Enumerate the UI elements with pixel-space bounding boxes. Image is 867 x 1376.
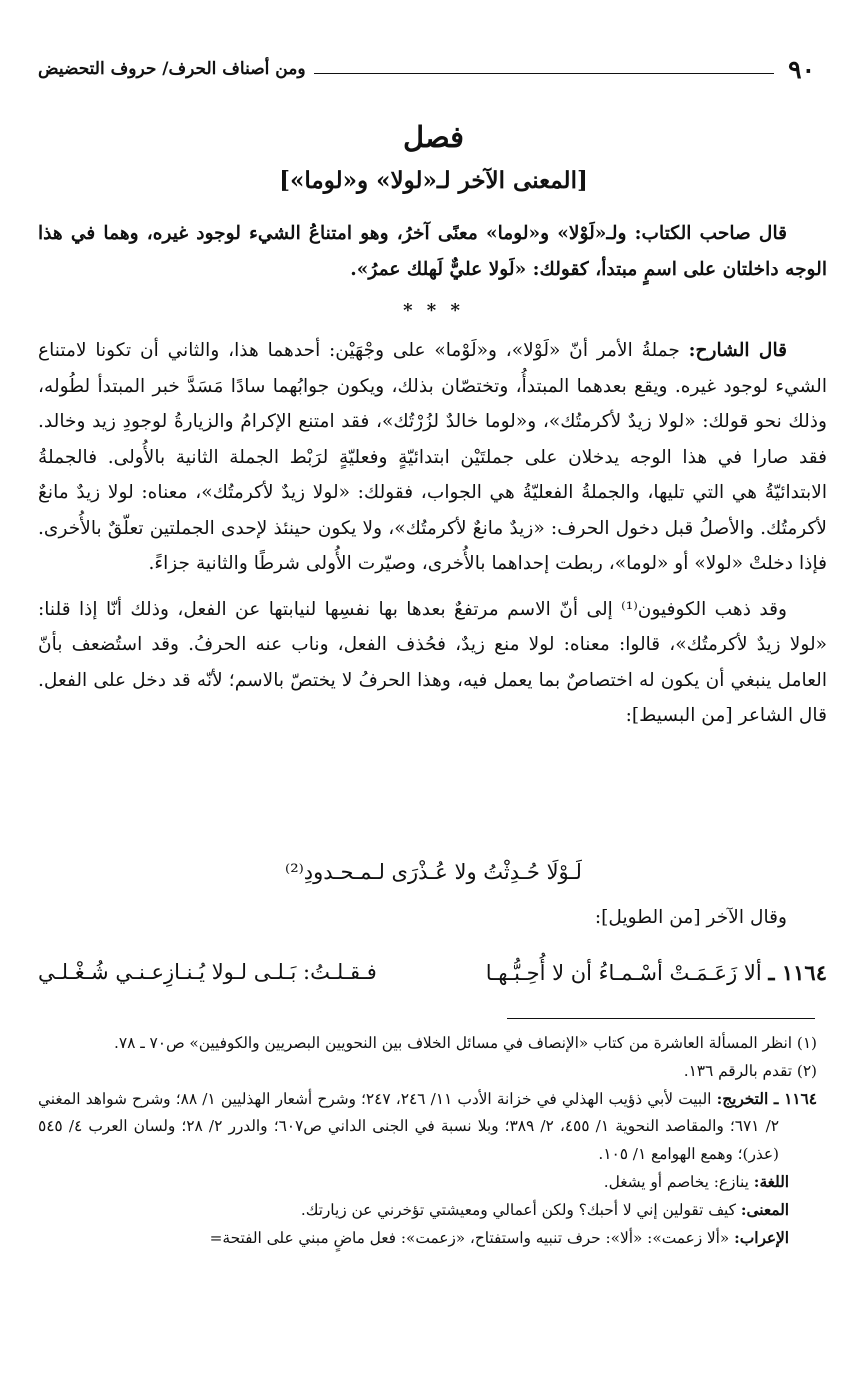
second-hemistich: فـقـلـتُ: بَـلـى لـولا يُـنـازِعـنـي شُـغْـلـي bbox=[38, 960, 377, 984]
page-number: ٩٠ bbox=[788, 54, 815, 84]
sharh-paragraph-1-text: جملةُ الأمر أنّ «لَوْلا»، و«لَوْما» على وجْهَيْن: أحدهما هذا، والثاني أن تكونا لامتناع الشيء لوجود غيره. ويقع بعدهما المبتدأُ، وتختصّان بذلك، ويكون جوابُهما سادًا مَسَدَّ خبر المبتدأ لطُوله، وذلك نحو قولك: «لولا زيدٌ لأكرمتُك»، و«لوما خالدٌ لزُرْتُك»، فقد امتنع الإكرامُ والزيارةُ لوجودِ زيد وخالد. فقد صارا في هذا الوجه يدخلان على جملتَيْن ابتدائيّةٍ وفعليّةٍ لرَبْط الجملة الثانية بالأُولى. فالجملةُ الابتدائيّةُ هي التي تليها، والجملةُ الفعليّةُ هي الجواب، فقولك: «لولا زيدٌ لأكرمتُك»، معناه: لولا زيدٌ مانعٌ لأكرمتُك. والأصلُ قبل دخول الحرف: «زيدٌ مانعٌ لأكرمتُك»، ولا يكون حينئذ لإحدى الجملتين تعلّقٌ بالأُخرى. فإذا دخلتْ «لولا» أو «لوما»، ربطت إحداهما بالأُخرى، وصيّرت الأُولى شرطًا والثانية جزاءً. bbox=[38, 340, 827, 574]
mana-text: كيف تقولين إني لا أحبك؟ ولكن أعمالي ومعيشتي تؤخرني عن زيارتك. bbox=[300, 1200, 736, 1219]
sharh-lead: قال الشارح: bbox=[688, 340, 787, 361]
irab-note bbox=[38, 1225, 817, 1253]
footnote-1 bbox=[38, 1030, 817, 1058]
verse-quotation: لَـوْلَا حُـدِثْتُ ولا عُـذْرَى لـمـحـدودِ⁽²⁾ bbox=[285, 860, 582, 884]
footnote-1-text: انظر المسألة العاشرة من كتاب «الإنصاف في مسائل الخلاف بين النحويين البصريين والكوفيين» ص٧٠ ـ ٧٨. bbox=[114, 1034, 792, 1052]
mana-label: المعنى: bbox=[740, 1200, 789, 1219]
mana-note bbox=[38, 1197, 817, 1225]
first-hemistich-text: ألا زَعَـمَـتْ أسْـمـاءُ أن لا أُحِـبُّـهـا bbox=[485, 960, 762, 985]
verse-intro: وقال الآخر [من الطويل]: bbox=[594, 907, 787, 928]
matn-text: قال صاحب الكتاب: ولـ«لَوْلا» و«لوما» معنًى آخرُ، وهو امتناعُ الشيء لوجود غيره، وهما في هذا الوجه داخلتان على اسمٍ مبتدأ، كقولك: «لَولا عليٌّ لَهلك عمرُ». bbox=[38, 223, 827, 280]
footnote-2-label: (٢) bbox=[796, 1061, 817, 1080]
footnote-divider bbox=[507, 1018, 815, 1019]
running-header bbox=[38, 52, 815, 86]
running-title: ومن أصناف الحرف/ حروف التحضيض bbox=[38, 59, 306, 79]
lugha-label: اللغة: bbox=[753, 1172, 789, 1191]
irab-text: «ألا زعمت»: «ألا»: حرف تنبيه واستفتاح، «زعمت»: فعل ماضٍ مبني على الفتحة= bbox=[209, 1228, 730, 1247]
footnote-2 bbox=[38, 1058, 817, 1086]
takhrij-label: ١١٦٤ ـ التخريج: bbox=[716, 1089, 817, 1108]
irab-label: الإعراب: bbox=[734, 1228, 789, 1247]
footnote-1-label: (١) bbox=[796, 1034, 817, 1052]
lugha-note bbox=[38, 1169, 817, 1197]
lugha-text: ينازع: يخاصم أو يشغل. bbox=[603, 1172, 749, 1191]
footnote-2-text: تقدم بالرقم ١٣٦. bbox=[683, 1061, 792, 1080]
section-label: فصل bbox=[403, 120, 464, 154]
header-rule bbox=[314, 73, 775, 74]
poem-line bbox=[38, 952, 827, 992]
takhrij-note bbox=[38, 1086, 817, 1169]
section-subtitle: [المعنى الآخر لـ«لولا» و«لوما»] bbox=[279, 167, 588, 194]
footnotes bbox=[38, 1030, 817, 1252]
matn-block bbox=[38, 216, 827, 287]
sharh-paragraph-1 bbox=[38, 333, 827, 582]
section-separator: * * * bbox=[403, 300, 464, 321]
sharh-paragraph-2: وقد ذهب الكوفيون⁽¹⁾ إلى أنّ الاسم مرتفعٌ بعدها بها نفسِها لنيابتها عن الفعل، وذلك أنّا إذا قلنا: «لولا زيدٌ لأكرمتُك»، قالوا: معناه: لولا منع زيدٌ، فحُذف الفعل، وناب عنه الحرفُ. وقد استُضعف بأنّ العامل ينبغي أن يكون له اختصاصٌ بما يعمل فيه، وهذا الحرفُ لا يختصّ بالاسم؛ لأنّه قد دخل على الفعل. قال الشاعر [من البسيط]: bbox=[38, 598, 828, 726]
first-hemistich bbox=[486, 960, 827, 985]
takhrij-text: البيت لأبي ذؤيب الهذلي في خزانة الأدب ١١/ ٢٤٦، ٢٤٧؛ وشرح أشعار الهذليين ١/ ٨٨؛ وشرح شواهد المغني ٢/ ٦٧١؛ والمقاصد النحوية ١/ ٤٥٥، ٢/ ٣٨٩؛ وبلا نسبة في الجنى الداني ص٦٠٧؛ والدرر ٢/ ٢٨؛ ولسان العرب ٤/ ٥٤٥ (عذر)؛ وهمع الهوامع ١/ ١٠٥. bbox=[38, 1089, 779, 1164]
sharh-block bbox=[38, 333, 827, 734]
poem-number: ١١٦٤ ـ bbox=[768, 959, 827, 985]
